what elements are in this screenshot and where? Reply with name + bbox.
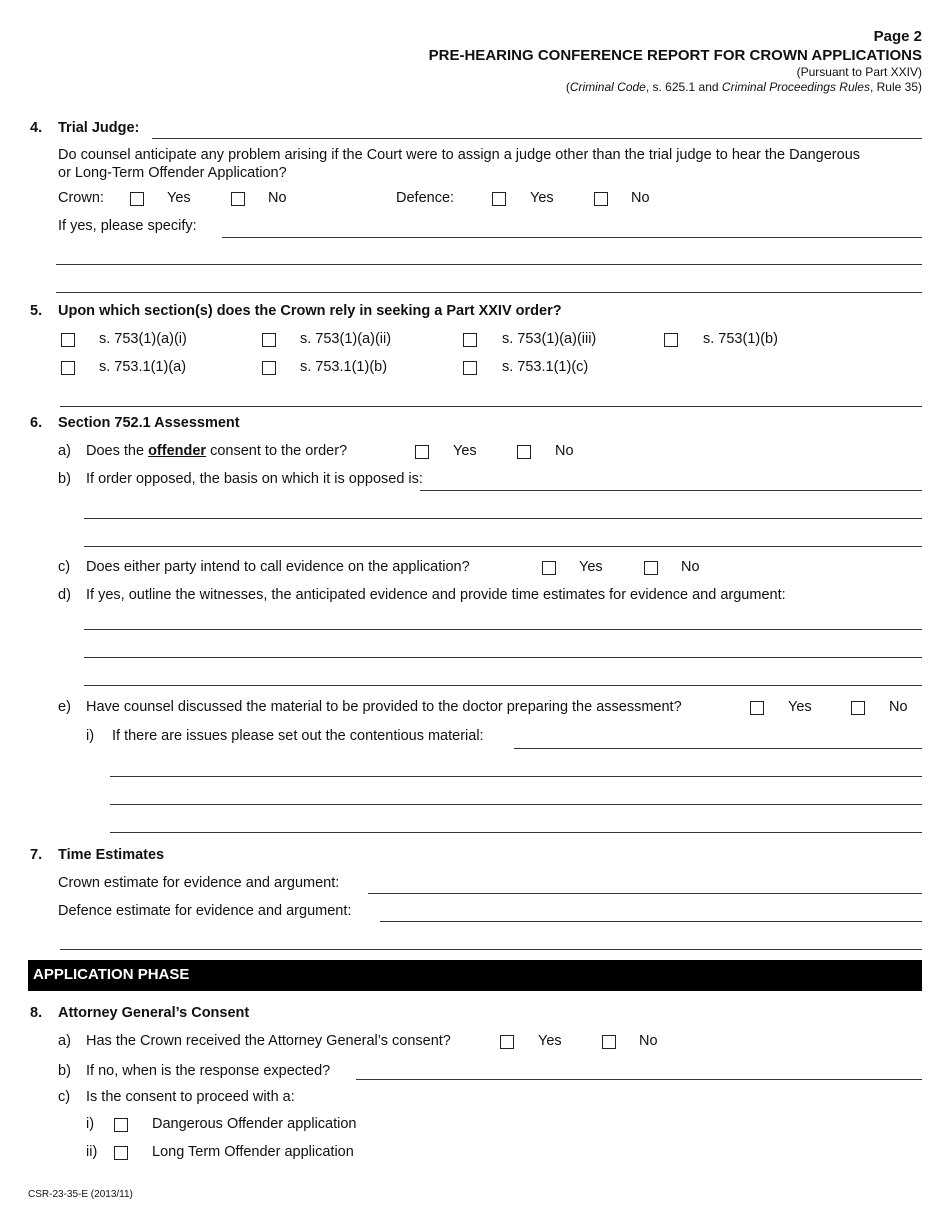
application-phase-banner — [28, 960, 922, 991]
response-expected-field[interactable] — [356, 1079, 922, 1080]
crown-estimate-field[interactable] — [368, 893, 922, 894]
s8-c-letter: c) — [58, 1089, 71, 1105]
dangerous-offender-checkbox[interactable] — [114, 1118, 128, 1132]
application-phase-label: APPLICATION PHASE — [33, 966, 190, 983]
s8-b-letter: b) — [58, 1063, 71, 1079]
s6-d-letter: d) — [58, 587, 71, 603]
section-4-number: 4. — [30, 120, 43, 136]
option-753-1-b-checkbox[interactable] — [664, 333, 678, 347]
evidence-yes-label: Yes — [579, 559, 603, 575]
evidence-no-label: No — [681, 559, 700, 575]
specify-label: If yes, please specify: — [58, 218, 197, 234]
crown-yes-checkbox[interactable] — [130, 192, 144, 206]
trial-judge-field[interactable] — [152, 138, 922, 139]
crown-no-label: No — [268, 190, 287, 206]
defence-yes-label: Yes — [530, 190, 554, 206]
evidence-no-checkbox[interactable] — [644, 561, 658, 575]
section-6-number: 6. — [30, 415, 43, 431]
section-8-number: 8. — [30, 1005, 43, 1021]
s6-e-letter: e) — [58, 699, 71, 715]
crown-label: Crown: — [58, 190, 104, 206]
option-753-1-1-b-checkbox[interactable] — [262, 361, 276, 375]
contentious-line3[interactable] — [110, 804, 922, 805]
material-no-checkbox[interactable] — [851, 701, 865, 715]
long-term-offender-checkbox[interactable] — [114, 1146, 128, 1160]
s6-c-letter: c) — [58, 559, 71, 575]
s8-cii-letter: ii) — [86, 1144, 98, 1160]
legal-citation: (Criminal Code, s. 625.1 and Criminal Proceedings Rules, Rule 35) — [565, 80, 922, 94]
evidence-yes-checkbox[interactable] — [542, 561, 556, 575]
defence-no-checkbox[interactable] — [594, 192, 608, 206]
option-753-1-1-c-checkbox[interactable] — [463, 361, 477, 375]
defence-estimate-label: Defence estimate for evidence and argument: — [58, 903, 352, 919]
s8-b-question: If no, when is the response expected? — [86, 1063, 331, 1079]
witnesses-line3[interactable] — [84, 685, 922, 686]
pursuant-note: (Pursuant to Part XXIV) — [796, 65, 922, 79]
s8-a-question: Has the Crown received the Attorney General’s consent? — [86, 1033, 451, 1049]
dangerous-offender-label: Dangerous Offender application — [152, 1116, 357, 1132]
option-753-1-a-i-label: s. 753(1)(a)(i) — [99, 331, 187, 347]
crown-yes-label: Yes — [167, 190, 191, 206]
consent-yes-label: Yes — [453, 443, 477, 459]
s6-b-question: If order opposed, the basis on which it is opposed is: — [86, 471, 423, 487]
form-code: CSR-23-35-E (2013/11) — [28, 1189, 133, 1200]
section-5-other-line[interactable] — [60, 406, 922, 407]
s6-c-question: Does either party intend to call evidence on the application? — [86, 559, 470, 575]
contentious-line2[interactable] — [110, 776, 922, 777]
option-753-1-1-b-label: s. 753.1(1)(b) — [300, 359, 388, 375]
specify-field-line1[interactable] — [222, 237, 922, 238]
s6-e-question: Have counsel discussed the material to be provided to the doctor preparing the assessment? — [86, 699, 682, 715]
opposed-basis-line2[interactable] — [84, 518, 922, 519]
consent-yes-checkbox[interactable] — [415, 445, 429, 459]
defence-label: Defence: — [396, 190, 455, 206]
option-753-1-1-a-label: s. 753.1(1)(a) — [99, 359, 187, 375]
option-753-1-a-iii-checkbox[interactable] — [463, 333, 477, 347]
consent-no-checkbox[interactable] — [517, 445, 531, 459]
s8-a-letter: a) — [58, 1033, 71, 1049]
s6-ei-question: If there are issues please set out the contentious material: — [112, 728, 484, 744]
defence-yes-checkbox[interactable] — [492, 192, 506, 206]
contentious-line4[interactable] — [110, 832, 922, 833]
section-4-question-line1: Do counsel anticipate any problem arising if the Court were to assign a judge other than the trial judge to hear the Dangerous — [58, 147, 861, 163]
section-5-title: Upon which section(s) does the Crown rely in seeking a Part XXIV order? — [58, 303, 562, 319]
consent-no-label: No — [555, 443, 574, 459]
defence-no-label: No — [631, 190, 650, 206]
material-no-label: No — [889, 699, 908, 715]
form-title: PRE-HEARING CONFERENCE REPORT FOR CROWN APPLICATIONS — [428, 47, 922, 64]
option-753-1-a-ii-label: s. 753(1)(a)(ii) — [300, 331, 392, 347]
s6-a-question: Does the offender consent to the order? — [86, 443, 348, 459]
section-7-number: 7. — [30, 847, 43, 863]
material-yes-label: Yes — [788, 699, 812, 715]
option-753-1-a-iii-label: s. 753(1)(a)(iii) — [502, 331, 597, 347]
page-number: Page 2 — [873, 28, 922, 45]
option-753-1-a-i-checkbox[interactable] — [61, 333, 75, 347]
option-753-1-1-a-checkbox[interactable] — [61, 361, 75, 375]
s6-a-letter: a) — [58, 443, 71, 459]
specify-field-line3[interactable] — [56, 292, 922, 293]
section-4-question-line2: or Long-Term Offender Application? — [58, 165, 287, 181]
option-753-1-1-c-label: s. 753.1(1)(c) — [502, 359, 589, 375]
ag-consent-yes-checkbox[interactable] — [500, 1035, 514, 1049]
option-753-1-a-ii-checkbox[interactable] — [262, 333, 276, 347]
opposed-basis-line1[interactable] — [420, 490, 922, 491]
crown-estimate-label: Crown estimate for evidence and argument: — [58, 875, 340, 891]
ag-consent-yes-label: Yes — [538, 1033, 562, 1049]
witnesses-line1[interactable] — [84, 629, 922, 630]
s6-d-question: If yes, outline the witnesses, the anticipated evidence and provide time estimates for evidence and argument: — [86, 587, 786, 603]
witnesses-line2[interactable] — [84, 657, 922, 658]
s6-ei-letter: i) — [86, 728, 95, 744]
ag-consent-no-checkbox[interactable] — [602, 1035, 616, 1049]
material-yes-checkbox[interactable] — [750, 701, 764, 715]
defence-estimate-field[interactable] — [380, 921, 922, 922]
ag-consent-no-label: No — [639, 1033, 658, 1049]
crown-no-checkbox[interactable] — [231, 192, 245, 206]
section-4-title: Trial Judge: — [58, 120, 140, 136]
section-6-title: Section 752.1 Assessment — [58, 415, 240, 431]
opposed-basis-line3[interactable] — [84, 546, 922, 547]
contentious-line1[interactable] — [514, 748, 922, 749]
section-5-number: 5. — [30, 303, 43, 319]
section-7-title: Time Estimates — [58, 847, 165, 863]
s8-c-question: Is the consent to proceed with a: — [86, 1089, 295, 1105]
option-753-1-b-label: s. 753(1)(b) — [703, 331, 778, 347]
section-8-title: Attorney General’s Consent — [58, 1005, 250, 1021]
long-term-offender-label: Long Term Offender application — [152, 1144, 354, 1160]
s8-ci-letter: i) — [86, 1116, 95, 1132]
estimate-extra-line[interactable] — [60, 949, 922, 950]
specify-field-line2[interactable] — [56, 264, 922, 265]
s6-b-letter: b) — [58, 471, 71, 487]
